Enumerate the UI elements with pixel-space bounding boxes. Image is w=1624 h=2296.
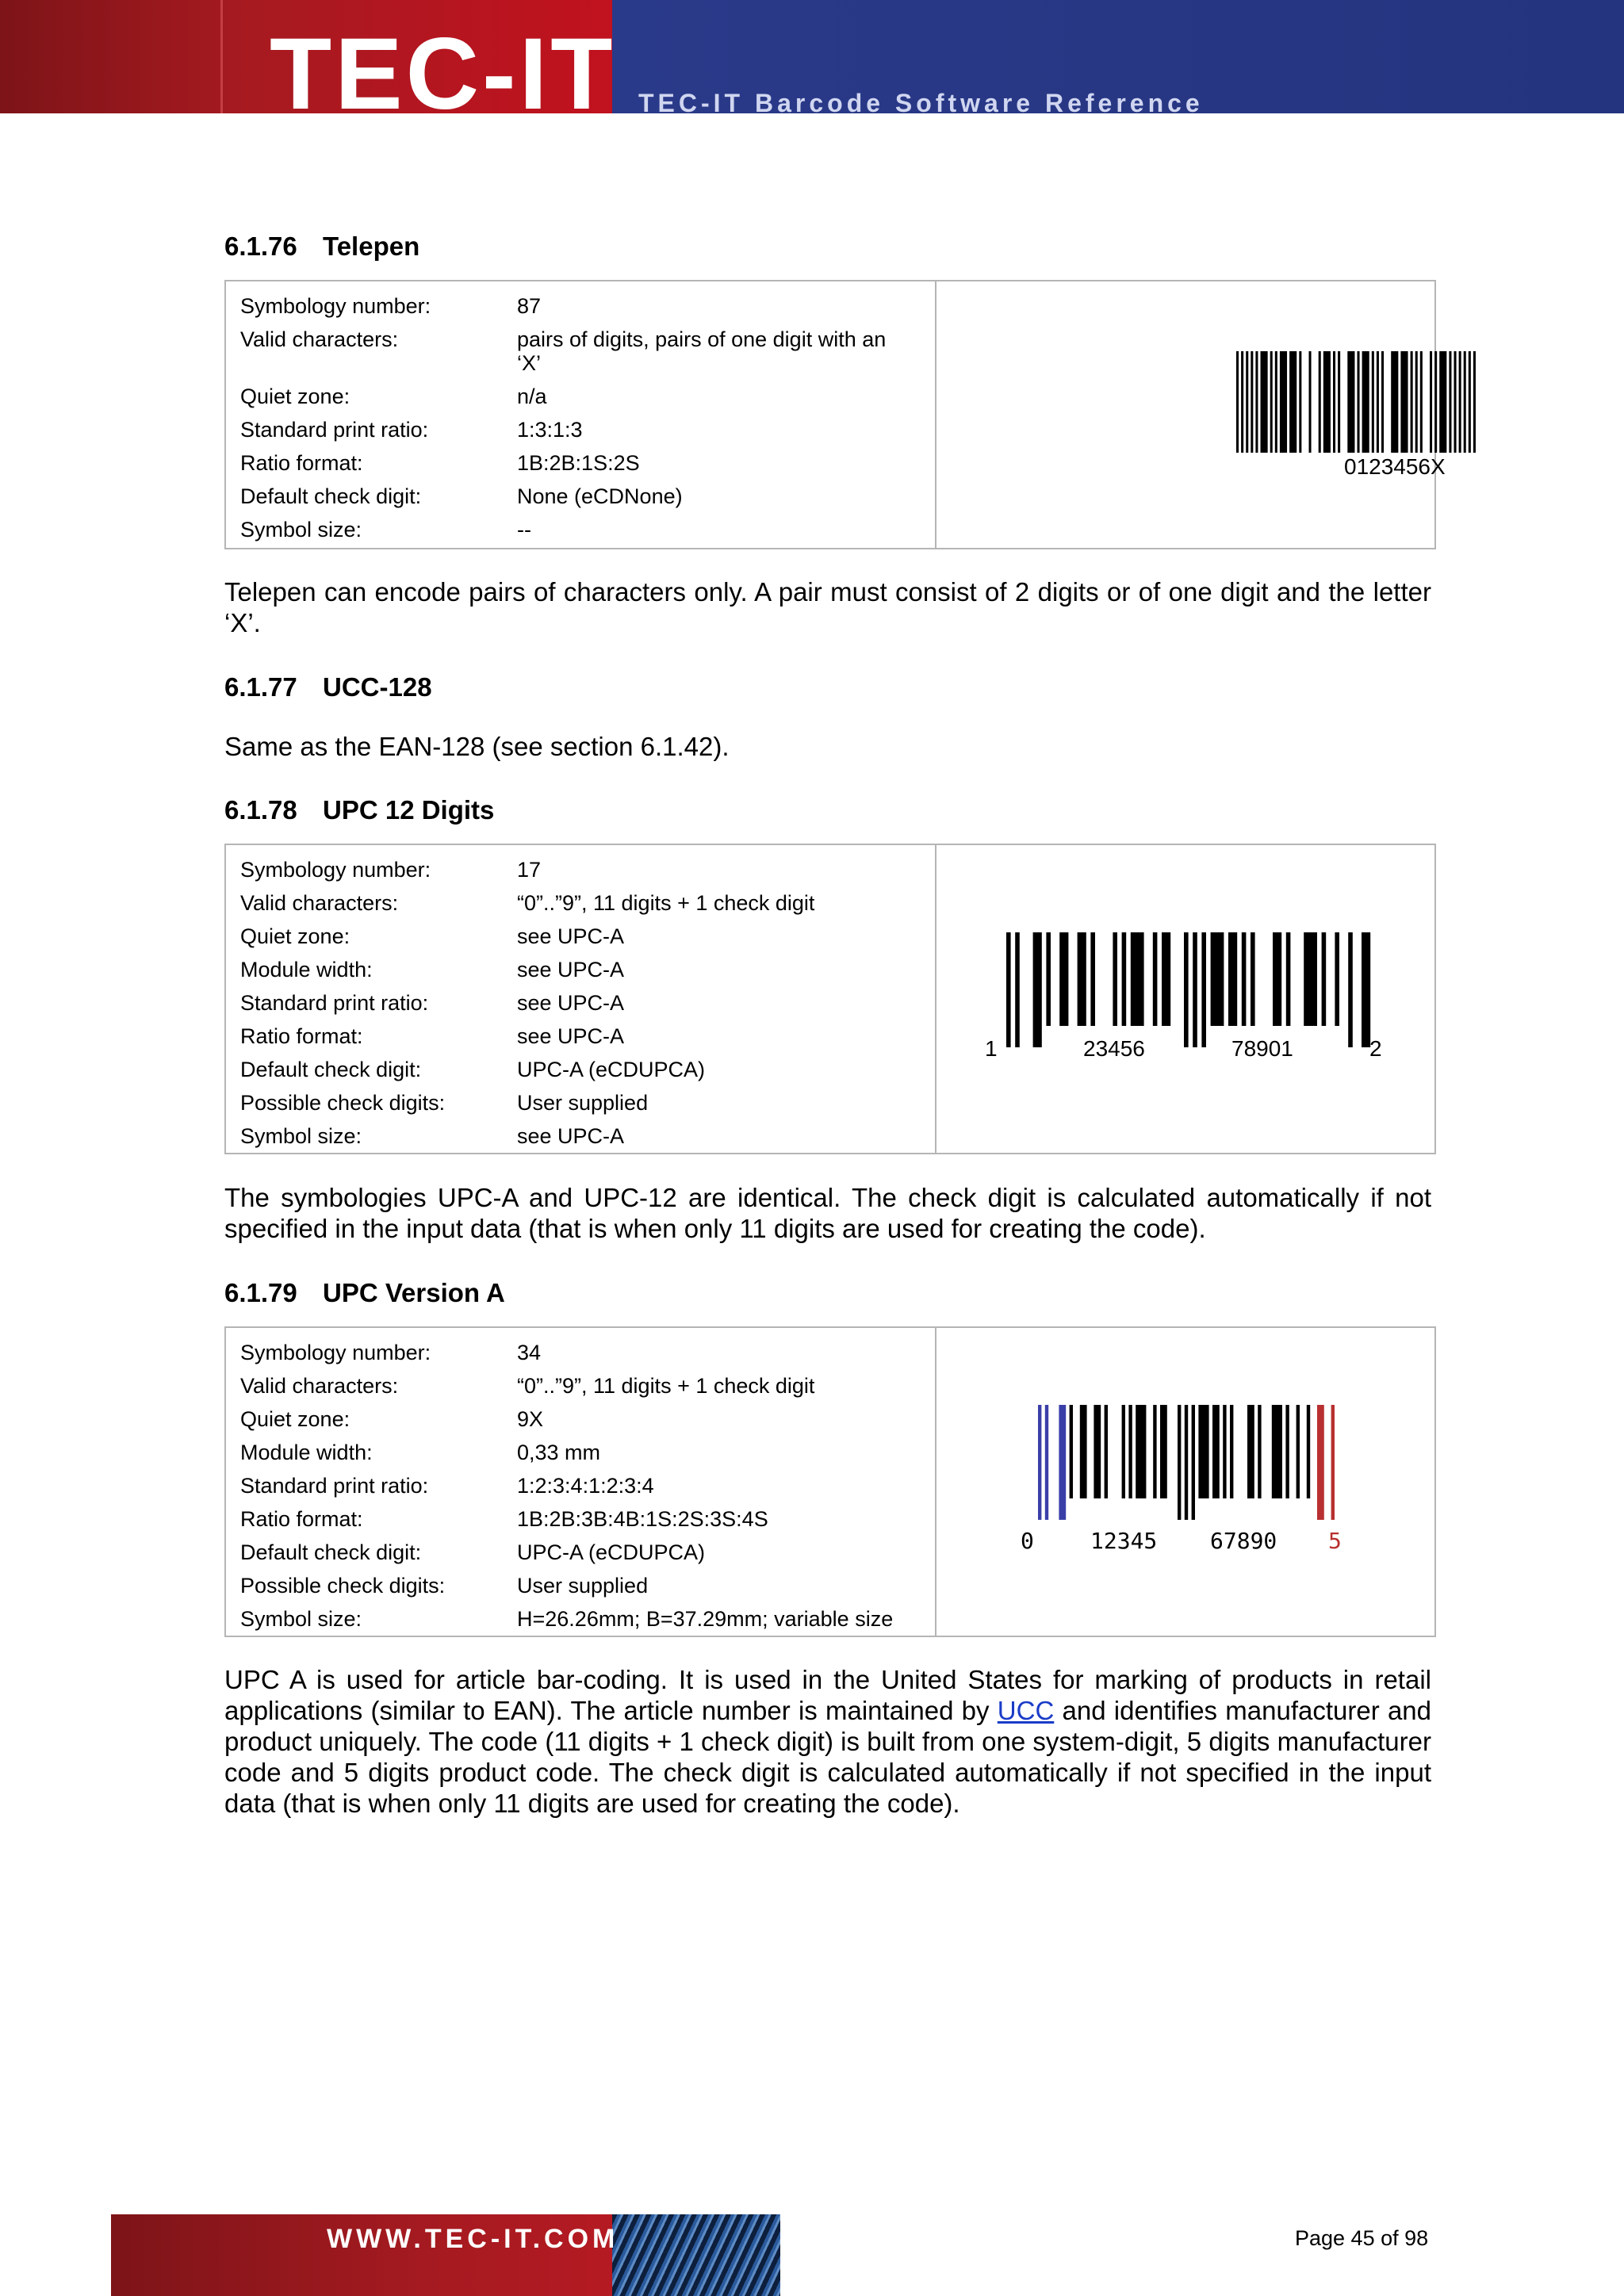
- barcode-bar: [1473, 351, 1476, 453]
- barcode-bar: [1185, 1405, 1188, 1520]
- upc12-barcode-bars: [1006, 932, 1379, 1047]
- barcode-bar: [1415, 351, 1418, 453]
- barcode-bar: [1439, 351, 1446, 453]
- barcode-bar: [1251, 932, 1255, 1026]
- barcode-bar: [1323, 351, 1331, 453]
- barcode-bar: [1193, 932, 1197, 1047]
- ucc-link[interactable]: UCC: [997, 1696, 1055, 1725]
- barcode-bar: [1280, 351, 1287, 453]
- heading-number: 6.1.76: [224, 232, 297, 261]
- barcode-bar: [1469, 351, 1471, 453]
- barcode-bar: [1078, 932, 1086, 1026]
- barcode-bar: [1338, 351, 1340, 453]
- barcode-bar: [1377, 351, 1379, 453]
- upc12-spec-table: [224, 844, 1436, 1154]
- barcode-bar: [1449, 351, 1451, 453]
- spec-row: Quiet zone: see UPC-A: [240, 924, 625, 948]
- barcode-bar: [1211, 932, 1224, 1026]
- barcode-bar: [1192, 1405, 1195, 1520]
- barcode-bar: [1131, 932, 1144, 1026]
- barcode-bar: [1105, 1405, 1108, 1498]
- spec-row: Symbology number: 34: [240, 1341, 542, 1364]
- upc12-description: The symbologies UPC-A and UPC-12 are identical. The check digit is calculated automatically if not specified in the input data (that is when only 11 digits are used for creating the code).: [224, 1183, 1431, 1243]
- barcode-bar: [1128, 1405, 1132, 1498]
- spec-row: Possible check digits: User supplied: [240, 1091, 649, 1115]
- spec-row: Symbol size: H=26.26mm; B=37.29mm; variable size: [240, 1607, 894, 1631]
- barcode-bar: [1153, 1405, 1156, 1498]
- barcode-bar: [1362, 932, 1370, 1047]
- barcode-bar: [1372, 351, 1374, 453]
- barcode-bar: [1459, 351, 1461, 453]
- spec-row: Ratio format: 1B:2B:3B:4B:1S:2S:3S:4S: [240, 1507, 768, 1531]
- upca-text-after-link: and identifies manufacturer and product uniquely. The code (11 digits + 1 check digit) is built from one system-digit, 5 digits manufacturer code and 5 digits product code. The check digit is calculated automatically if not specified in the input data (that is when only 11 digits are used for creating the code).: [224, 1696, 1431, 1818]
- heading-number: 6.1.78: [224, 795, 297, 825]
- barcode-bar: [1223, 1405, 1226, 1498]
- heading-upc12: [224, 795, 494, 825]
- barcode-bar: [1304, 932, 1317, 1026]
- barcode-bar: [1038, 1405, 1041, 1520]
- barcode-bar: [1317, 1405, 1324, 1520]
- spec-row: Symbology number: 87: [240, 294, 542, 318]
- barcode-bar: [1335, 932, 1339, 1026]
- barcode-bar: [1319, 351, 1321, 453]
- page-header: [0, 0, 1624, 117]
- barcode-bar: [1241, 351, 1243, 453]
- barcode-bar: [1059, 1405, 1066, 1520]
- heading-ucc128: [224, 672, 432, 702]
- barcode-bar: [1270, 351, 1273, 453]
- spec-row: Symbol size: --: [240, 518, 531, 541]
- spec-row: Default check digit: None (eCDNone): [240, 484, 683, 508]
- upca-spec-table: [224, 1326, 1436, 1637]
- heading-title: UPC 12 Digits: [323, 795, 495, 825]
- tec-it-logo: TEC-IT: [270, 24, 616, 113]
- spec-row: Standard print ratio: 1:3:1:3: [240, 418, 583, 442]
- barcode-bar: [1333, 351, 1335, 453]
- barcode-bar: [1246, 351, 1248, 453]
- heading-number: 6.1.77: [224, 672, 297, 702]
- barcode-bar: [1080, 1405, 1087, 1498]
- barcode-bar: [1400, 351, 1408, 453]
- barcode-bar: [1297, 1405, 1300, 1498]
- barcode-bar: [1331, 1405, 1335, 1520]
- footer-url: WWW.TEC-IT.COM: [327, 2224, 619, 2254]
- heading-upca: [224, 1278, 505, 1308]
- spec-barcode-cell: [936, 845, 1434, 1153]
- barcode-bar: [1136, 1405, 1146, 1498]
- upca-check-digit: 5: [1328, 1528, 1342, 1554]
- barcode-bar: [1275, 351, 1277, 453]
- barcode-bar: [1184, 932, 1189, 1047]
- spec-row: Quiet zone: 9X: [240, 1407, 544, 1431]
- barcode-bar: [1090, 932, 1095, 1026]
- spec-row: Module width: see UPC-A: [240, 958, 625, 982]
- spec-row: Default check digit: UPC-A (eCDUPCA): [240, 1540, 706, 1564]
- barcode-bar: [1242, 932, 1247, 1026]
- barcode-bar: [1358, 351, 1360, 453]
- upca-left-digits: 12345: [1090, 1528, 1158, 1554]
- barcode-bar: [1286, 932, 1291, 1026]
- upca-barcode: [1038, 1405, 1339, 1520]
- ucc128-description: Same as the EAN-128 (see section 6.1.42).: [224, 732, 730, 761]
- heading-title: UCC-128: [323, 672, 432, 702]
- spec-row: Symbology number: 17: [240, 858, 542, 882]
- upc12-system-digit: 1: [985, 1036, 998, 1061]
- spec-properties: [226, 281, 936, 548]
- upca-system-digit: 0: [1021, 1528, 1034, 1554]
- barcode-bar: [1258, 1405, 1261, 1498]
- spec-row: Symbol size: see UPC-A: [240, 1124, 625, 1148]
- barcode-bar: [1289, 351, 1297, 453]
- spec-row: Valid characters: pairs of digits, pairs of one digit with an ‘X’: [240, 327, 887, 375]
- barcode-bar: [1160, 1405, 1167, 1498]
- telepen-barcode-bars: [1236, 351, 1582, 453]
- barcode-bar: [1322, 932, 1327, 1026]
- barcode-bar: [1430, 351, 1432, 453]
- barcode-bar: [1261, 351, 1268, 453]
- barcode-bar: [1285, 1405, 1289, 1498]
- heading-title: Telepen: [323, 232, 420, 261]
- header-separator: [220, 0, 223, 113]
- barcode-bar: [1272, 1405, 1282, 1498]
- upca-right-digits: 67890: [1210, 1528, 1277, 1554]
- barcode-bar: [1255, 351, 1258, 453]
- spec-row: Standard print ratio: see UPC-A: [240, 991, 625, 1015]
- barcode-bar: [1464, 351, 1466, 453]
- barcode-bar: [1299, 351, 1301, 453]
- barcode-bar: [1347, 351, 1354, 453]
- spec-row: Default check digit: UPC-A (eCDUPCA): [240, 1058, 706, 1081]
- barcode-bar: [1307, 1405, 1310, 1498]
- barcode-bar: [1247, 1405, 1254, 1498]
- barcode-bar: [1178, 1405, 1181, 1520]
- spec-row: Quiet zone: n/a: [240, 385, 547, 408]
- barcode-bar: [1122, 1405, 1125, 1498]
- barcode-bar: [1454, 351, 1457, 453]
- barcode-bar: [1046, 932, 1051, 1026]
- barcode-bar: [1230, 1405, 1233, 1498]
- barcode-bar: [1201, 932, 1206, 1047]
- spec-row: Ratio format: see UPC-A: [240, 1024, 625, 1048]
- spec-row: Valid characters: “0”..”9”, 11 digits + 1 check digit: [240, 891, 815, 915]
- barcode-bar: [1434, 351, 1437, 453]
- barcode-bar: [1045, 1405, 1048, 1520]
- barcode-bar: [1094, 1405, 1101, 1498]
- barcode-bar: [1273, 932, 1281, 1026]
- barcode-bar: [1236, 351, 1239, 453]
- spec-row: Standard print ratio: 1:2:3:4:1:2:3:4: [240, 1474, 654, 1498]
- barcode-bar: [1391, 351, 1398, 453]
- spec-row: Possible check digits: User supplied: [240, 1574, 649, 1598]
- barcode-bar: [1033, 932, 1042, 1047]
- barcode-bar: [1251, 351, 1253, 453]
- telepen-barcode: [1236, 351, 1582, 453]
- heading-number: 6.1.79: [224, 1278, 297, 1307]
- page-number: Page 45 of 98: [1295, 2226, 1429, 2250]
- header-title: TEC-IT Barcode Software Reference: [638, 89, 1204, 117]
- barcode-bar: [1162, 932, 1170, 1026]
- upca-description: [224, 1664, 1431, 1819]
- barcode-bar: [1420, 351, 1423, 453]
- barcode-bar: [1198, 1405, 1208, 1498]
- barcode-bar: [1153, 932, 1158, 1026]
- barcode-bar: [1113, 932, 1117, 1026]
- telepen-barcode-text: 0123456X: [1344, 454, 1446, 479]
- spec-barcode-cell: [936, 281, 1446, 548]
- upc12-barcode: [1006, 932, 1379, 1047]
- spec-row: Ratio format: 1B:2B:1S:2S: [240, 451, 640, 475]
- barcode-bar: [1228, 932, 1237, 1026]
- barcode-bar: [1212, 1405, 1220, 1498]
- telepen-spec-table: [224, 280, 1446, 549]
- heading-title: UPC Version A: [323, 1278, 505, 1307]
- barcode-bar: [1070, 1405, 1073, 1498]
- upca-text-before-link: UPC A is used for article bar-coding. It is used in the United States for marking of products in retail applications (similar to EAN). The article number is maintained by: [224, 1665, 1431, 1725]
- barcode-bar: [1059, 932, 1068, 1026]
- spec-barcode-cell: [936, 1328, 1434, 1636]
- barcode-bar: [1381, 351, 1384, 453]
- spec-row: Valid characters: “0”..”9”, 11 digits + 1 check digit: [240, 1374, 815, 1398]
- telepen-description: Telepen can encode pairs of characters only. A pair must consist of 2 digits or of one digit and the letter ‘X’.: [224, 577, 1431, 637]
- upc12-right-digits: 78901: [1231, 1036, 1293, 1061]
- barcode-bar: [1015, 932, 1020, 1047]
- upca-barcode-bars: [1038, 1405, 1339, 1520]
- spec-properties: [226, 1328, 936, 1636]
- heading-telepen: [224, 232, 419, 262]
- upc12-check-digit: 2: [1369, 1036, 1382, 1061]
- upc12-left-digits: 23456: [1083, 1036, 1145, 1061]
- barcode-bar: [1362, 351, 1369, 453]
- barcode-bar: [1411, 351, 1413, 453]
- barcode-bar: [1122, 932, 1127, 1026]
- barcode-bar: [1348, 932, 1353, 1047]
- barcode-bar: [1006, 932, 1011, 1047]
- barcode-bar: [1309, 351, 1312, 453]
- spec-row: Module width: 0,33 mm: [240, 1441, 601, 1464]
- spec-properties: [226, 845, 936, 1153]
- footer-cable-graphic: [612, 2214, 780, 2296]
